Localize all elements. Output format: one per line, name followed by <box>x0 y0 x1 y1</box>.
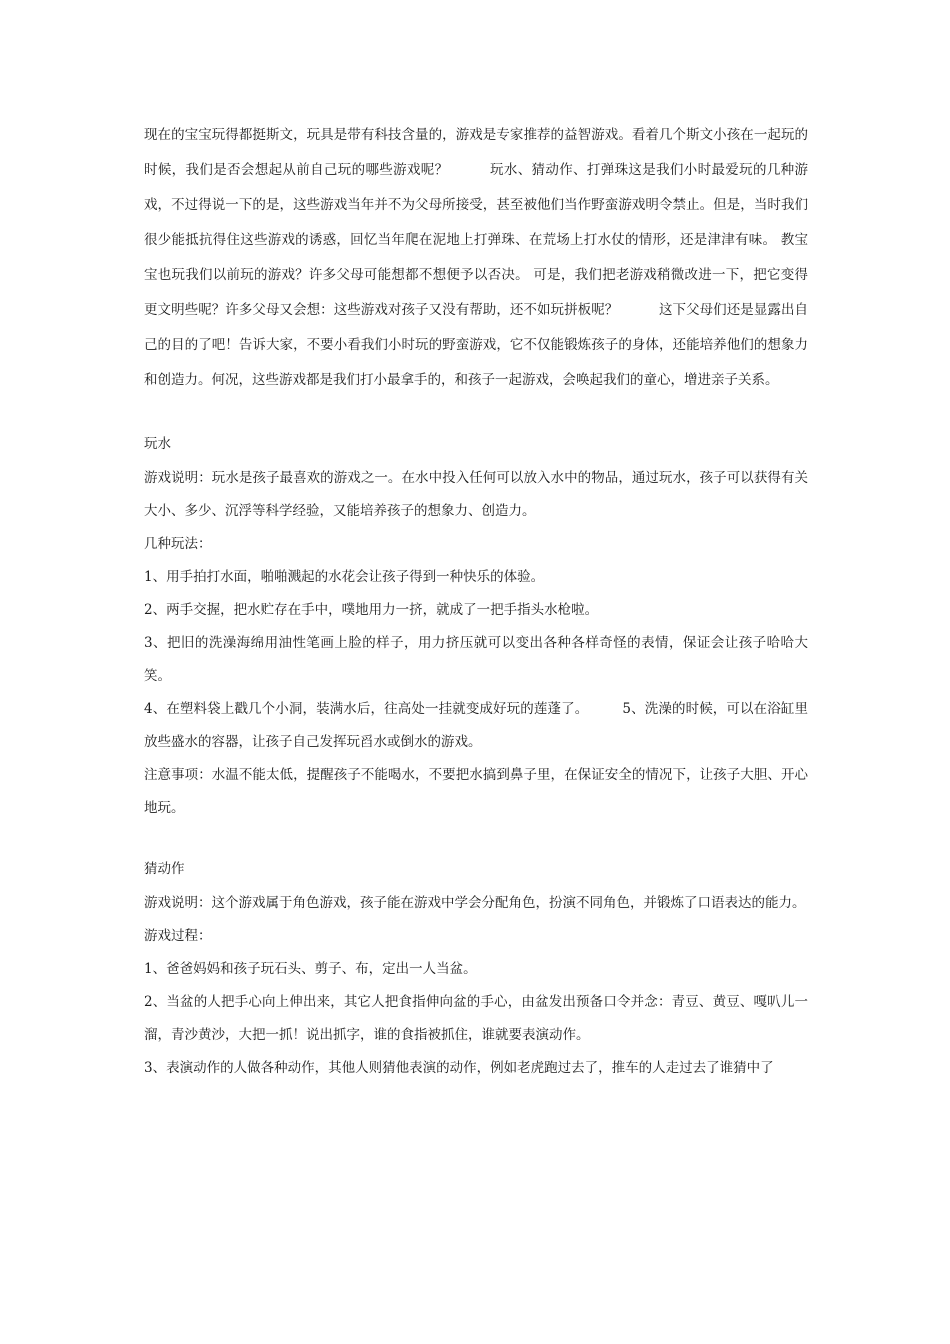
list-item: 3、表演动作的人做各种动作，其他人则猜他表演的动作，例如老虎跑过去了，推车的人走过去了谁猜中了 <box>144 1060 774 1076</box>
list-item: 1、爸爸妈妈和孩子玩石头、剪子、布，定出一人当盆。 <box>144 961 477 977</box>
game-description: 游戏说明：这个游戏属于角色游戏，孩子能在游戏中学会分配角色，扮演不同角色，并锻炼了口语表达的能力。 <box>144 895 806 911</box>
list-item: 1、用手拍打水面，啪啪溅起的水花会让孩子得到一种快乐的体验。 <box>144 569 545 585</box>
game-description: 游戏说明：玩水是孩子最喜欢的游戏之一。在水中投入任何可以放入水中的物品，通过玩水，孩子可以获得有关大小、多少、沉浮等科学经验，又能培养孩子的想象力、创造力。 <box>144 470 808 519</box>
section-title: 猜动作 <box>144 861 185 877</box>
section-water-play <box>144 434 808 825</box>
list-item: 2、两手交握，把水贮存在手中，噗地用力一挤，就成了一把手指头水枪啦。 <box>144 602 599 618</box>
intro-paragraph: 现在的宝宝玩得都挺斯文，玩具是带有科技含量的，游戏是专家推荐的益智游戏。看着几个斯文小孩在一起玩的时候，我们是否会想起从前自己玩的哪些游戏呢？ 玩水、猜动作、打弹珠这是我们小时最爱玩的几种游戏，不过得说一下的是，这些游戏当年并不为父母所接受，甚至被他们当作野蛮游戏明令禁止。但是，当时我们很少能抵抗得住这些游戏的诱惑，回忆当年爬在泥地上打弹珠、在荒场上打水仗的情形，还是津津有味。 教宝宝也玩我们以前玩的游戏？许多父母可能想都不想便予以否决。 可是，我们把老游戏稍微改进一下，把它变得更文明些呢？许多父母又会想：这些游戏对孩子又没有帮助，还不如玩拼板呢？ 这下父母们还是显露出自己的目的了吧！告诉大家，不要小看我们小时玩的野蛮游戏，它不仅能锻炼孩子的身体，还能培养他们的想象力和创造力。何况，这些游戏都是我们打小最拿手的，和孩子一起游戏，会唤起我们的童心，增进亲子关系。 <box>144 127 808 388</box>
process-heading: 游戏过程： <box>144 928 212 944</box>
list-item: 3、把旧的洗澡海绵用油性笔画上脸的样子，用力挤压就可以变出各种各样奇怪的表情，保证会让孩子哈哈大笑。 <box>144 635 808 684</box>
section-guess-action <box>144 859 808 1085</box>
section-title: 玩水 <box>144 436 171 452</box>
list-item: 2、当盆的人把手心向上伸出来，其它人把食指伸向盆的手心，由盆发出预备口令并念：青豆、黄豆、嘎叭儿一溜，青沙黄沙，大把一抓！说出抓字，谁的食指被抓住，谁就要表演动作。 <box>144 994 808 1043</box>
ways-heading: 几种玩法： <box>144 536 212 552</box>
list-item: 4、在塑料袋上戳几个小洞，装满水后，往高处一挂就变成好玩的莲蓬了。 5、洗澡的时候，可以在浴缸里放些盛水的容器，让孩子自己发挥玩舀水或倒水的游戏。 <box>144 701 808 750</box>
document-page <box>144 118 808 1085</box>
notes-paragraph: 注意事项：水温不能太低，提醒孩子不能喝水，不要把水搞到鼻子里，在保证安全的情况下，让孩子大胆、开心地玩。 <box>144 767 808 816</box>
